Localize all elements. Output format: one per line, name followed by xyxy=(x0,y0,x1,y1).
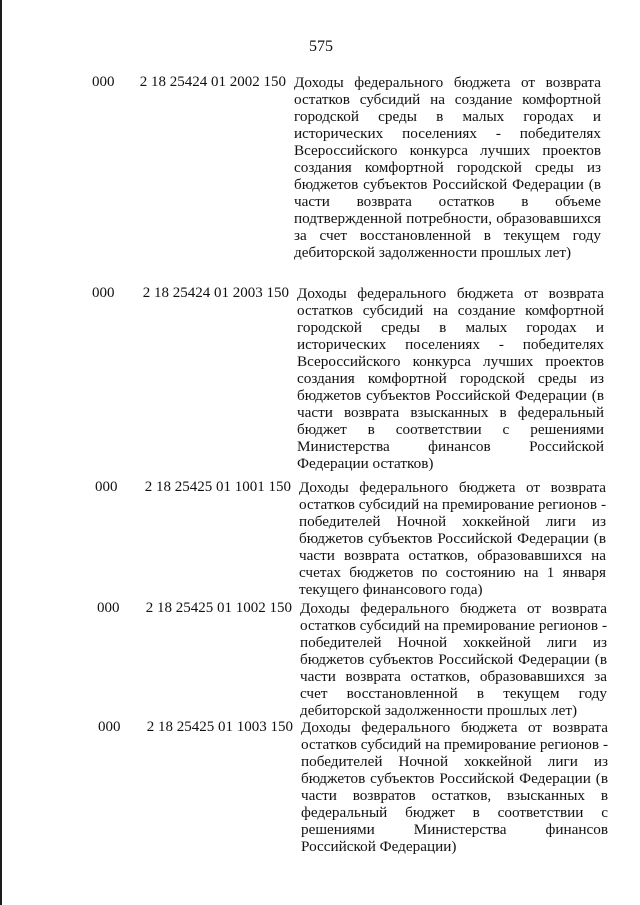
budget-entry xyxy=(2,479,640,600)
budget-entry xyxy=(2,285,640,479)
admin-code: 000 xyxy=(92,74,115,90)
budget-classification-code: 2 18 25424 01 2002 150 xyxy=(139,74,286,90)
admin-code: 000 xyxy=(92,285,115,301)
budget-classification-code: 2 18 25425 01 1002 150 xyxy=(145,600,292,616)
admin-code: 000 xyxy=(98,719,121,735)
budget-code-list xyxy=(2,74,640,859)
entry-description: Доходы федерального бюджета от возврата остатков субсидий на премирование регионов - победителей Ночной хоккейной лиги из бюджетов субъектов Российской Федерации (в части возвратов остатков, взысканных в федеральный бюджет в соответствии с решениями Министерства финансов Российской Федерации) xyxy=(301,719,608,855)
budget-classification-code: 2 18 25424 01 2003 150 xyxy=(142,285,289,301)
entry-description: Доходы федерального бюджета от возврата остатков субсидий на премирование регионов - победителей Ночной хоккейной лиги из бюджетов субъектов Российской Федерации (в части возврата остатков, образовавшихся на счетах бюджетов по состоянию на 1 января текущего финансового года) xyxy=(299,479,606,598)
budget-entry xyxy=(2,600,640,719)
entry-description: Доходы федерального бюджета от возврата остатков субсидий на премирование регионов - победителей Ночной хоккейной лиги из бюджетов субъектов Российской Федерации (в части возврата остатков, образовавшихся за счет восстановленной в текущем году дебиторской задолженности прошлых лет) xyxy=(300,600,607,719)
entry-description: Доходы федерального бюджета от возврата остатков субсидий на создание комфортной городской среды в малых городах и исторических поселениях - победителях Всероссийского конкурса лучших проектов создания комфортной городской среды из бюджетов субъектов Российской Федерации (в части возврата взысканных в федеральный бюджет в соответствии с решениями Министерства финансов Российской Федерации остатков) xyxy=(297,285,604,472)
page-number: 575 xyxy=(309,38,333,55)
budget-entry xyxy=(2,74,640,285)
admin-code: 000 xyxy=(97,600,120,616)
budget-entry xyxy=(2,719,640,859)
budget-classification-code: 2 18 25425 01 1003 150 xyxy=(146,719,293,735)
entry-description: Доходы федерального бюджета от возврата остатков субсидий на создание комфортной городской среды в малых городах и исторических поселениях - победителях Всероссийского конкурса лучших проектов создания комфортной городской среды из бюджетов субъектов Российской Федерации (в части возврата остатков в объеме подтвержденной потребности, образовавшихся за счет восстановленной в текущем году дебиторской задолженности прошлых лет) xyxy=(294,74,601,261)
admin-code: 000 xyxy=(95,479,118,495)
budget-classification-code: 2 18 25425 01 1001 150 xyxy=(144,479,291,495)
